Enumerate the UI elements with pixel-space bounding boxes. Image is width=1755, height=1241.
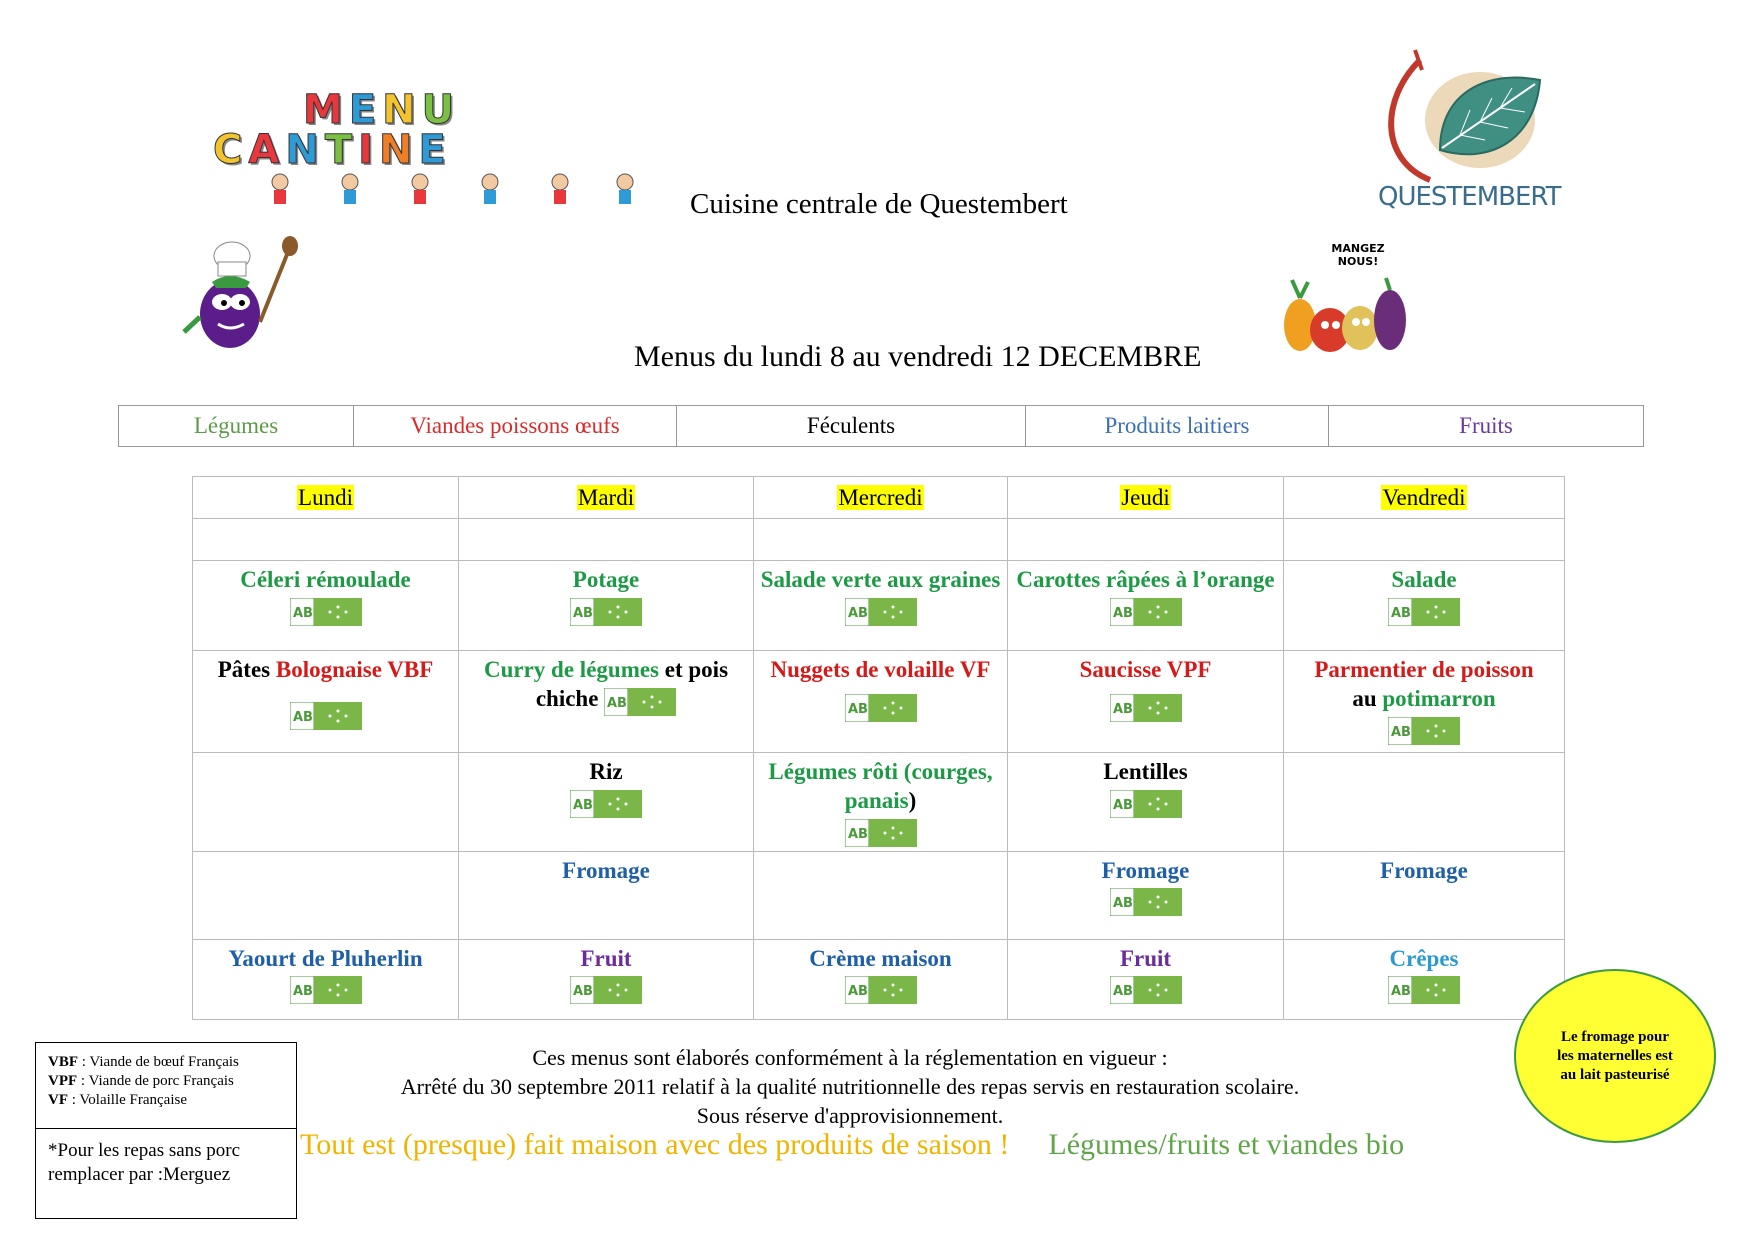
logo-letter: N (379, 127, 413, 173)
abbr-key: VBF (48, 1054, 78, 1070)
day-label: Mardi (577, 485, 635, 510)
organic-label-text: AB (847, 984, 868, 1000)
organic-label-text: AB (292, 984, 313, 1000)
organic-label-text: AB (1391, 724, 1411, 740)
menu-cell (1284, 651, 1565, 753)
organic-label-text: AB (573, 605, 593, 621)
logo-letter: A (248, 127, 280, 173)
abbr-text: : Volaille Française (68, 1092, 188, 1108)
logo-letter: I (358, 127, 373, 173)
abbr-vpf (48, 1072, 284, 1091)
dish-name: Potage (572, 567, 640, 592)
organic-label-text: AB (292, 709, 313, 725)
organic-label-icon (290, 598, 362, 626)
eggplant-chef-icon (170, 232, 310, 352)
logo-letter: M (303, 87, 343, 133)
menu-cell (1008, 851, 1284, 939)
dish-name: Salade verte aux graines (760, 567, 1001, 592)
organic-label-text: AB (1391, 984, 1411, 1000)
cheese-note-text: Le fromage pour les maternelles est au lait pasteurisé (1557, 1028, 1673, 1083)
menu-cell (1008, 561, 1284, 651)
vegetables-mascot (1270, 240, 1420, 360)
dish-part: potimarron (1382, 686, 1496, 711)
abbr-vbf (48, 1053, 284, 1072)
organic-label-icon (1110, 888, 1182, 916)
organic-label-icon (570, 976, 642, 1004)
regulation-notice (300, 1043, 1400, 1130)
slogan (300, 1128, 1590, 1162)
day-label: Vendredi (1382, 485, 1466, 510)
menu-cell (459, 939, 754, 1019)
organic-label-text: AB (1112, 701, 1133, 717)
menu-cell (754, 561, 1008, 651)
menu-cell (193, 651, 459, 753)
dish-name: Crêpes (1389, 945, 1459, 971)
table-row-dairy (193, 851, 1565, 939)
table-row-blank (193, 519, 1565, 561)
organic-label-icon (290, 976, 362, 1004)
menu-cell (1008, 939, 1284, 1019)
abbr-key: VPF (48, 1073, 78, 1089)
pork-free-note: *Pour les repas sans porc remplacer par :Merguez (48, 1140, 241, 1185)
logo-letter: E (418, 127, 446, 173)
dish-part: Parmentier de poisson (1314, 657, 1534, 682)
table-row-dessert (193, 939, 1565, 1019)
dish-name: Lentilles (1103, 759, 1188, 784)
menu-cantine-logo (210, 87, 680, 210)
dish-part: Pâtes (217, 657, 276, 682)
logo-letter: U (421, 87, 455, 133)
logo-letter: T (324, 127, 353, 173)
menu-cell (754, 651, 1008, 753)
regulation-line: Arrêté du 30 septembre 2011 relatif à la qualité nutritionnelle des repas servis en restauration scolaire. (400, 1074, 1300, 1099)
day-label: Mercredi (838, 485, 923, 510)
menu-cell (1284, 561, 1565, 651)
day-header-mardi (459, 477, 754, 519)
cantine-word (210, 127, 449, 173)
dish-name: Fromage (562, 857, 650, 883)
abbreviations-box (35, 1042, 297, 1219)
day-header-lundi (193, 477, 459, 519)
day-header-mercredi (754, 477, 1008, 519)
legend-dairy: Produits laitiers (1026, 406, 1329, 447)
table-row-main (193, 651, 1565, 753)
organic-label-text: AB (292, 605, 313, 621)
day-header-vendredi (1284, 477, 1565, 519)
dish-name: Carottes râpées à l’orange (1016, 567, 1275, 592)
table-row-starter (193, 561, 1565, 651)
veggies-caption: MANGEZ NOUS! (1331, 242, 1385, 268)
menu-cell (1284, 939, 1565, 1019)
dish-name (760, 757, 1001, 815)
abbr-vf (48, 1091, 284, 1110)
dish-part: et pois chiche (535, 657, 729, 711)
menu-cell (193, 753, 459, 852)
organic-label-icon (845, 598, 917, 626)
organic-label-icon (570, 790, 642, 818)
dish-name (199, 655, 452, 684)
logo-letter: N (382, 87, 416, 133)
leaf-logo-icon (1360, 40, 1570, 190)
dish-name: Crème maison (809, 945, 952, 971)
organic-label-text: AB (847, 826, 868, 842)
organic-label-text: AB (847, 605, 868, 621)
dish-name: Céleri rémoulade (240, 567, 411, 592)
dish-name: Fromage (1101, 857, 1190, 883)
menu-cell (1284, 753, 1565, 852)
organic-label-icon (1388, 598, 1460, 626)
legend-meat-fish-eggs: Viandes poissons œufs (354, 406, 677, 447)
regulation-line: Ces menus sont élaborés conformément à la réglementation en vigueur : (532, 1045, 1168, 1070)
menu-cell (754, 939, 1008, 1019)
dish-part: Légumes rôti (courges, panais (768, 759, 993, 813)
menu-cell (754, 753, 1008, 852)
organic-label-text: AB (573, 984, 593, 1000)
dish-name: Yaourt de Pluherlin (228, 945, 423, 971)
organic-label-text: AB (1112, 797, 1133, 813)
slogan-homemade: Tout est (presque) fait maison avec des produits de saison ! (300, 1128, 1010, 1161)
menu-cell (193, 939, 459, 1019)
menu-cell (193, 851, 459, 939)
menu-cell (1284, 851, 1565, 939)
abbreviations-list (36, 1043, 296, 1129)
legend-starches: Féculents (677, 406, 1026, 447)
organic-label-icon (845, 976, 917, 1004)
menu-cell (459, 651, 754, 753)
cheese-note-badge (1514, 969, 1716, 1143)
abbr-key: VF (48, 1092, 68, 1108)
dish-part: ) (908, 788, 917, 813)
dish-part: Curry de légumes (483, 657, 660, 682)
dish-part: au (1352, 686, 1383, 711)
organic-label-icon (604, 688, 676, 716)
organic-label-icon (1110, 790, 1182, 818)
organic-label-icon (1110, 598, 1182, 626)
organic-label-text: AB (847, 701, 868, 717)
questembert-logo (1360, 40, 1570, 220)
logo-letter: C (213, 127, 243, 173)
kids-illustration-icon (250, 172, 650, 208)
day-label: Lundi (298, 485, 353, 510)
dish-name (1290, 684, 1558, 713)
organic-label-text: AB (573, 797, 593, 813)
dish-name: Nuggets de volaille VF (770, 657, 991, 682)
dish-name: Riz (589, 759, 623, 784)
organic-label-text: AB (1391, 605, 1411, 621)
menu-cell (459, 851, 754, 939)
logo-letter: N (285, 127, 319, 173)
food-group-legend (118, 405, 1644, 447)
menu-cell (459, 561, 754, 651)
weekly-menu-table (192, 476, 1565, 1020)
dish-name: Fruit (1119, 945, 1172, 971)
menu-cell (1008, 753, 1284, 852)
menu-cell (754, 851, 1008, 939)
menu-word (300, 87, 457, 133)
organic-label-text: AB (1112, 605, 1133, 621)
table-row-side (193, 753, 1565, 852)
week-title: Menus du lundi 8 au vendredi 12 DECEMBRE (634, 340, 1202, 373)
organic-label-icon (1388, 976, 1460, 1004)
organic-label-text: AB (1112, 896, 1133, 912)
slogan-organic: Légumes/fruits et viandes bio (1048, 1128, 1405, 1161)
dish-part: Bolognaise VBF (275, 657, 434, 682)
legend-fruits: Fruits (1329, 406, 1644, 447)
organic-label-icon (1388, 717, 1460, 745)
dish-name: Fromage (1380, 857, 1468, 883)
organic-label-text: AB (1112, 984, 1133, 1000)
organic-label-icon (290, 702, 362, 730)
abbr-text: : Viande de porc Français (77, 1073, 234, 1089)
organic-label-icon (845, 694, 917, 722)
organic-label-text: AB (607, 695, 628, 711)
abbr-text: : Viande de bœuf Français (78, 1054, 239, 1070)
dish-name: Fruit (580, 945, 632, 971)
organic-label-icon (1110, 694, 1182, 722)
organic-label-icon (570, 598, 642, 626)
day-header-jeudi (1008, 477, 1284, 519)
regulation-line: Sous réserve d'approvisionnement. (696, 1103, 1004, 1128)
day-label: Jeudi (1121, 485, 1170, 510)
legend-vegetables: Légumes (119, 406, 354, 447)
dish-name: Salade (1391, 567, 1457, 592)
organic-label-icon (1110, 976, 1182, 1004)
menu-cell (459, 753, 754, 852)
questembert-logo-text: QUESTEMBERT (1378, 182, 1561, 212)
logo-letter: E (348, 87, 377, 133)
menu-cell (1008, 651, 1284, 753)
kitchen-title: Cuisine centrale de Questembert (690, 188, 1068, 220)
organic-label-icon (845, 819, 917, 847)
dish-name: Saucisse VPF (1079, 657, 1212, 682)
menu-cell (193, 561, 459, 651)
